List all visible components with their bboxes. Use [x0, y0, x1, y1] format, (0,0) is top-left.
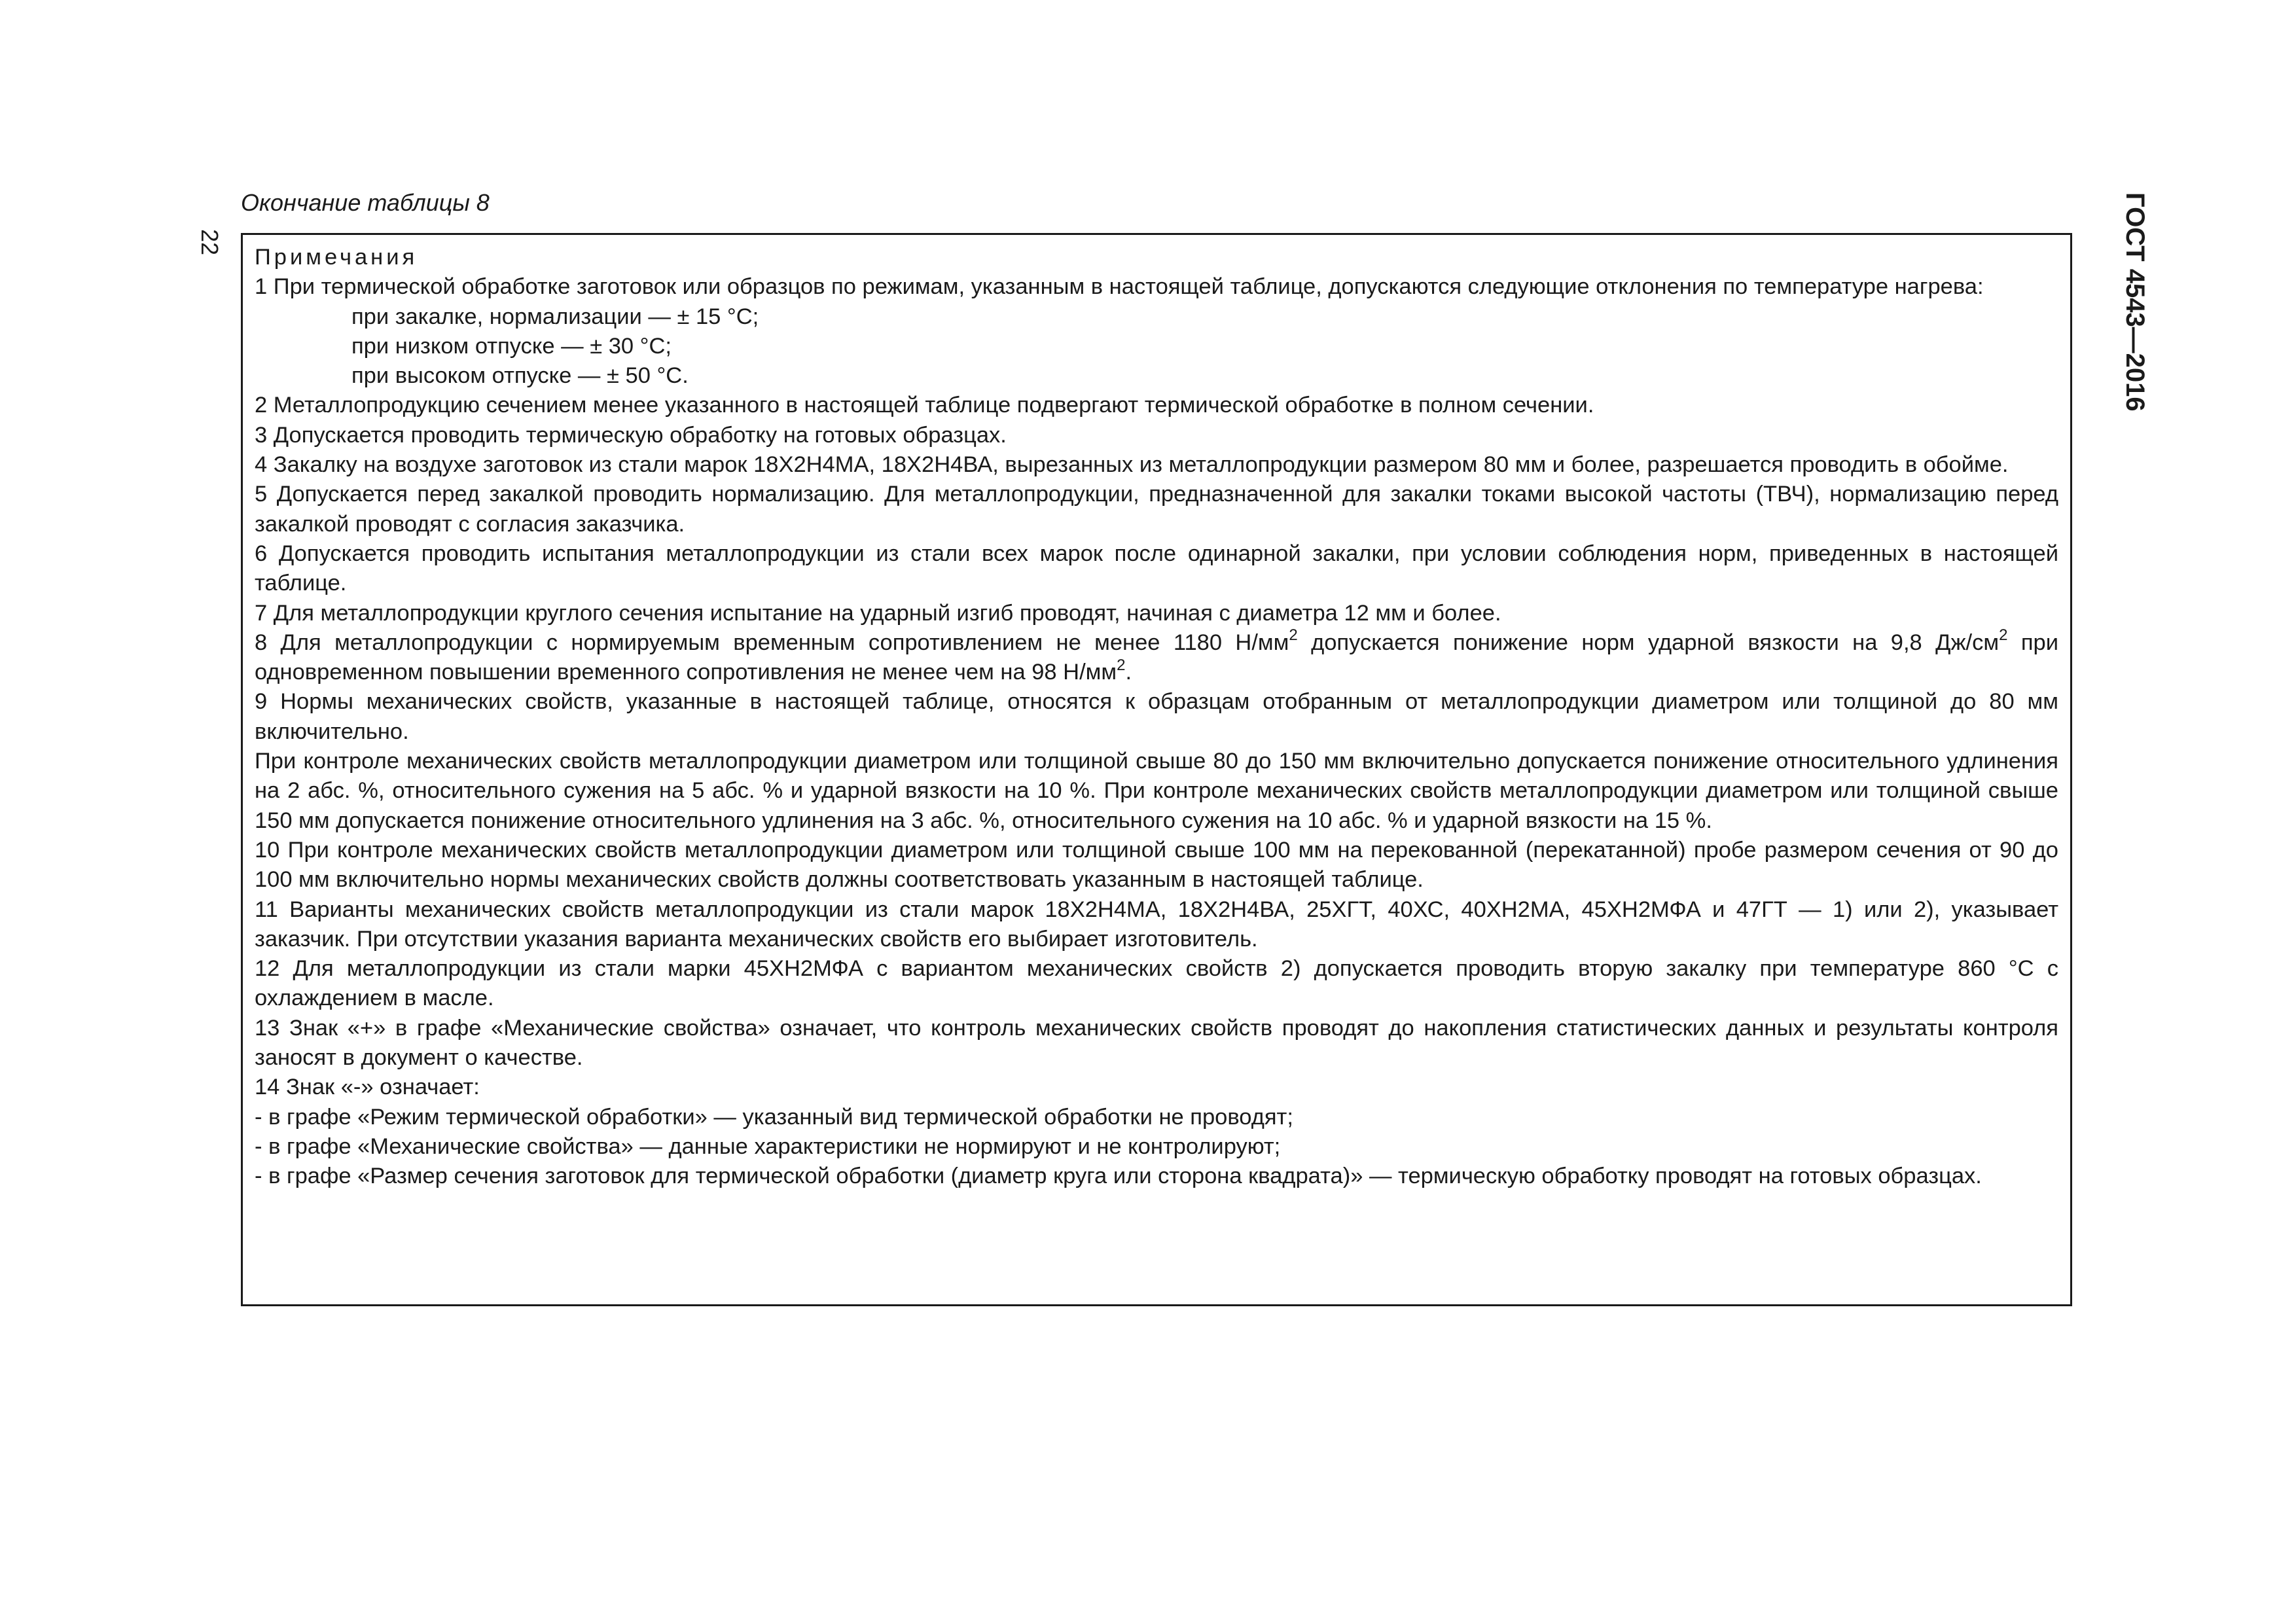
table-caption: Окончание таблицы 8	[241, 189, 490, 216]
gost-standard-label: ГОСТ 4543—2016	[2121, 192, 2149, 412]
note-8-text-4: .	[1125, 660, 1132, 685]
note-9: 9 Нормы механических свойств, указанные в настоящей таблице, относятся к образцам отобранным от металлопродукции диаметром или толщиной до 80 мм включительно.	[255, 689, 2058, 744]
note-8-superscript-3: 2	[1117, 656, 1126, 674]
note-14-heat-treatment-mode: - в графе «Режим термической обработки» — указанный вид термической обработки не проводят;	[255, 1104, 1293, 1130]
note-3: 3 Допускается проводить термическую обработку на готовых образцах.	[255, 422, 1007, 448]
note-13: 13 Знак «+» в графе «Механические свойства» означает, что контроль механических свойств проводят до накопления статистических данных и результаты контроля заносят в документ о качестве.	[255, 1015, 2058, 1071]
note-8-superscript-2: 2	[1999, 626, 2008, 645]
note-14-section-size: - в графе «Размер сечения заготовок для термической обработки (диаметр круга или сторона квадрата)» — термическую обработку проводят на готовых образцах.	[255, 1164, 1982, 1189]
note-1-high-temper-tolerance: при высоком отпуске — ± 50 °С.	[351, 363, 689, 389]
note-14: 14 Знак «-» означает:	[255, 1075, 480, 1100]
note-1-low-temper-tolerance: при низком отпуске — ± 30 °С;	[351, 333, 672, 359]
note-2: 2 Металлопродукцию сечением менее указанного в настоящей таблице подвергают термической обработке в полном сечении.	[255, 393, 1594, 418]
note-4: 4 Закалку на воздухе заготовок из стали марок 18Х2Н4МА, 18Х2Н4ВА, вырезанных из металлопродукции размером 80 мм и более, разрешается проводить в обойме.	[255, 452, 2009, 478]
note-11: 11 Варианты механических свойств металлопродукции из стали марок 18Х2Н4МА, 18Х2Н4ВА, 25ХГТ, 40ХС, 40ХН2МА, 45ХН2МФА и 47ГТ — 1) или 2), указывает заказчик. При отсутствии указания варианта механических свойств его выбирает изготовитель.	[255, 897, 2058, 952]
note-1-quench-tolerance: при закалке, нормализации — ± 15 °С;	[351, 304, 759, 329]
note-1: 1 При термической обработке заготовок или образцов по режимам, указанным в настоящей таблице, допускаются следующие отклонения по температуре нагрева:	[255, 274, 1984, 300]
note-5: 5 Допускается перед закалкой проводить нормализацию. Для металлопродукции, предназначенной для закалки токами высокой частоты (ТВЧ), нормализацию перед закалкой проводят с согласия заказчика.	[255, 482, 2058, 537]
note-10: 10 При контроле механических свойств металлопродукции диаметром или толщиной свыше 100 мм на перекованной (перекатанной) пробе размером сечения от 90 до 100 мм включительно нормы механических свойств должны соответствовать указанным в настоящей таблице.	[255, 837, 2058, 893]
note-8-superscript-1: 2	[1289, 626, 1298, 645]
note-8-text-2: допускается понижение норм ударной вязкости на 9,8 Дж/см	[1297, 630, 2000, 655]
notes-box	[241, 233, 2072, 1306]
page-number: 22	[196, 229, 223, 256]
note-6: 6 Допускается проводить испытания металлопродукции из стали всех марок после одинарной закалки, при условии соблюдения норм, приведенных в настоящей таблице.	[255, 541, 2058, 596]
note-14-mechanical-properties: - в графе «Механические свойства» — данные характеристики не нормируют и не контролируют;	[255, 1133, 1281, 1159]
note-8-text-1: 8 Для металлопродукции с нормируемым временным сопротивлением не менее 1180 Н/мм	[255, 630, 1289, 655]
note-9-continuation: При контроле механических свойств металлопродукции диаметром или толщиной свыше 80 до 150 мм включительно допускается понижение относительного удлинения на 2 абс. %, относительного сужения на 5 абс. % и ударной вязкости на 10 %. При контроле механических свойств металлопродукции диаметром или толщиной свыше 150 мм допускается понижение относительного удлинения на 3 абс. %, относительного сужения на 10 абс. % и ударной вязкости на 15 %.	[255, 749, 2058, 833]
notes-heading: Примечания	[255, 245, 418, 270]
note-8	[255, 628, 2058, 688]
note-12: 12 Для металлопродукции из стали марки 45ХН2МФА с вариантом механических свойств 2) допускается проводить вторую закалку при температуре 860 °С с охлаждением в масле.	[255, 956, 2058, 1011]
note-7: 7 Для металлопродукции круглого сечения испытание на ударный изгиб проводят, начиная с диаметра 12 мм и более.	[255, 600, 1501, 626]
note-8-text-3: при одновременном повышении временного сопротивления не менее чем на 98 Н/мм	[255, 630, 2058, 685]
